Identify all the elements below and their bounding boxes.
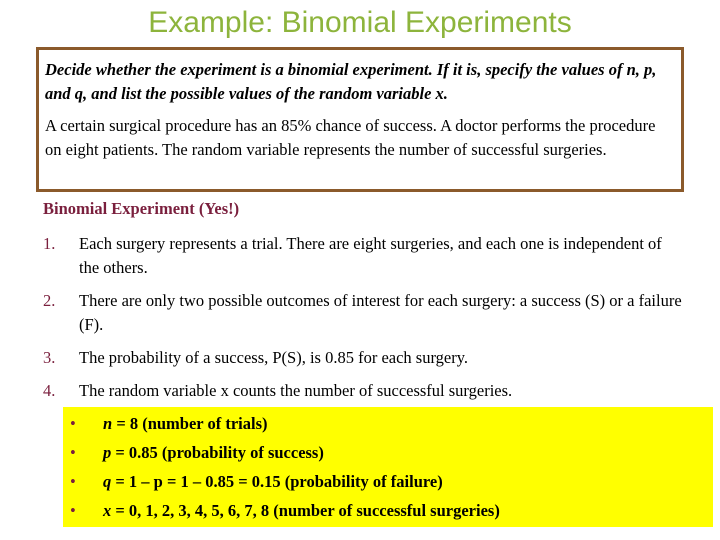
bullet-text: = 0.85 (probability of success) [111, 443, 324, 462]
bullet-dot: • [70, 472, 76, 491]
bullet-text: = 8 (number of trials) [112, 414, 268, 433]
summary-bullet [70, 499, 500, 523]
bullet-dot: • [70, 414, 76, 433]
instruction-text: Decide whether the experiment is a binomial experiment. If it is, specify the values of n, p, and q, and list the possible values of the random variable x. [45, 60, 657, 103]
bullet-dot: • [70, 501, 76, 520]
scenario-text: A certain surgical procedure has an 85% chance of success. A doctor performs the procedure on eight patients. The random variable represents the number of successful surgeries. [45, 116, 656, 159]
bullet-text: = 1 – p = 1 – 0.85 = 0.15 (probability of failure) [111, 472, 443, 491]
answer-heading: Binomial Experiment (Yes!) [43, 199, 240, 218]
item-text: The probability of a success, P(S), is 0.85 for each surgery. [79, 348, 469, 367]
variable-n: n [103, 414, 113, 433]
slide-title: Example: Binomial Experiments [148, 6, 572, 39]
item-number: 1. [43, 234, 56, 253]
item-text: The random variable x counts the number of successful surgeries. [79, 381, 513, 400]
item-number: 2. [43, 291, 56, 310]
summary-bullet [70, 412, 267, 436]
variable-q: q [103, 472, 112, 491]
item-text: Each surgery represents a trial. There are eight surgeries, and each one is independent of the others. [79, 234, 662, 277]
summary-bullet [70, 470, 443, 494]
summary-bullet [70, 441, 324, 465]
item-number: 3. [43, 348, 56, 367]
list-item [43, 346, 683, 370]
item-number: 4. [43, 381, 56, 400]
item-text: There are only two possible outcomes of interest for each surgery: a success (S) or a failure (F). [79, 291, 682, 334]
bullet-text: = 0, 1, 2, 3, 4, 5, 6, 7, 8 (number of successful surgeries) [111, 501, 500, 520]
list-item [43, 232, 683, 280]
list-item [43, 379, 683, 403]
variable-x: x [103, 501, 112, 520]
list-item [43, 289, 683, 337]
bullet-dot: • [70, 443, 76, 462]
variable-p: p [103, 443, 112, 462]
problem-box [36, 47, 684, 192]
